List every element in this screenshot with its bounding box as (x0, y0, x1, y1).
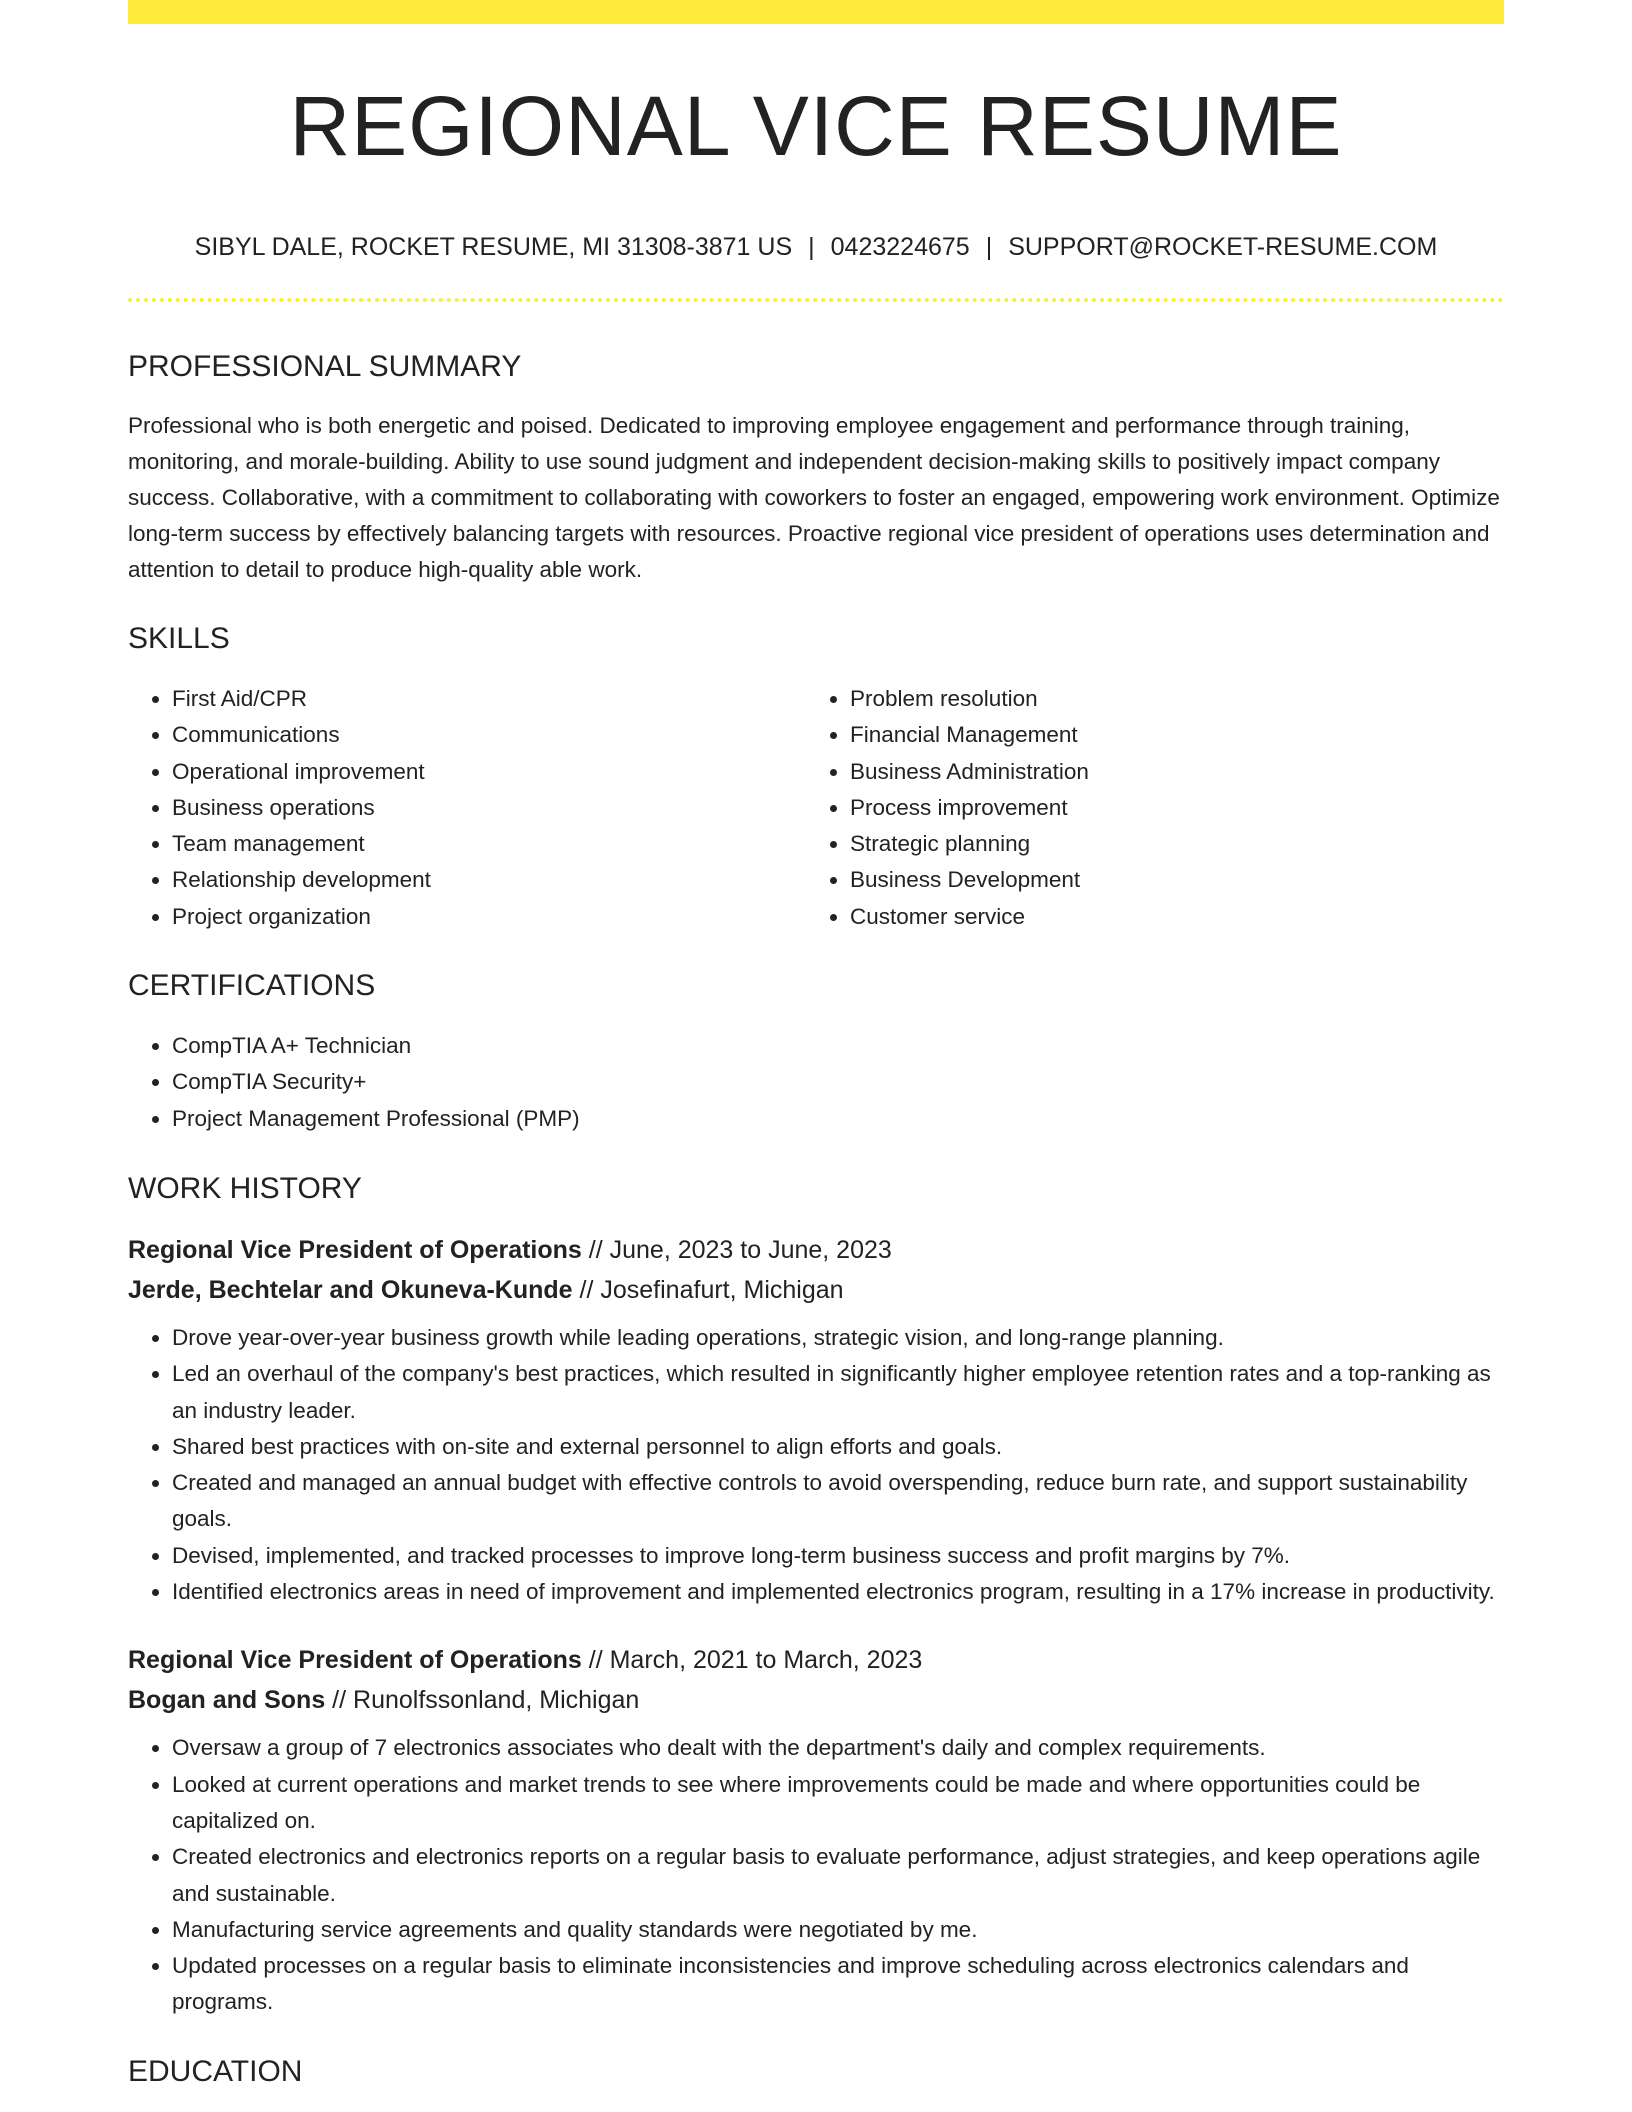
contact-separator: | (985, 233, 993, 261)
skills-heading: SKILLS (128, 622, 230, 655)
job-company: Bogan and Sons (128, 1686, 326, 1715)
top-accent-bar (128, 0, 1504, 24)
job-company-line (128, 1680, 1504, 1720)
job-title: Regional Vice President of Operations (128, 1646, 582, 1675)
skill-item: • Problem resolution (850, 681, 1484, 717)
job-location: // Josefinafurt, Michigan (572, 1275, 844, 1304)
contact-phone: 0423224675 (830, 233, 970, 261)
job-bullet: • Devised, implemented, and tracked processes to improve long-term business success and profit margins by 7%. (172, 1538, 1504, 1574)
resume-title: REGIONAL VICE RESUME (289, 79, 1343, 173)
certifications-list (128, 1028, 1504, 1137)
education-heading: EDUCATION (128, 2054, 303, 2088)
skill-item: • First Aid/CPR (172, 681, 806, 717)
certification-item: • Project Management Professional (PMP) (172, 1101, 1504, 1137)
skill-item: • Communications (172, 717, 806, 753)
job-dates: // June, 2023 to June, 2023 (581, 1235, 892, 1264)
job-company: Jerde, Bechtelar and Okuneva-Kunde (128, 1275, 573, 1304)
job-bullet: • Created electronics and electronics reports on a regular basis to evaluate performance, adjust strategies, and keep operations agile and sustainable. (172, 1839, 1504, 1912)
skill-item: • Financial Management (850, 717, 1484, 753)
job-bullet: • Looked at current operations and market trends to see where improvements could be made and where opportunities could be capitalized on. (172, 1767, 1504, 1840)
job-bullet: • Drove year-over-year business growth while leading operations, strategic vision, and long-range planning. (172, 1320, 1504, 1356)
certifications-heading: CERTIFICATIONS (128, 969, 376, 1003)
contact-email: SUPPORT@ROCKET-RESUME.COM (1008, 233, 1438, 261)
job-company-line (128, 1270, 1504, 1310)
job-entry (128, 1640, 1504, 2020)
skills-grid (128, 681, 1504, 935)
job-location: // Runolfssonland, Michigan (325, 1686, 640, 1715)
job-title-line (128, 1230, 1504, 1270)
job-bullet: • Manufacturing service agreements and quality standards were negotiated by me. (172, 1912, 1504, 1948)
skill-item: • Customer service (850, 899, 1484, 935)
skill-item: • Business Administration (850, 754, 1484, 790)
resume-page (128, 0, 1504, 2087)
summary-heading: PROFESSIONAL SUMMARY (128, 350, 522, 383)
job-title: Regional Vice President of Operations (128, 1235, 582, 1264)
header-divider (128, 298, 1504, 302)
job-title-line (128, 1640, 1504, 1680)
job-bullet: • Created and managed an annual budget with effective controls to avoid overspending, reduce burn rate, and support sustainability goals. (172, 1465, 1504, 1538)
job-bullets (128, 1320, 1504, 1610)
job-entry (128, 1230, 1504, 1610)
certification-item: • CompTIA A+ Technician (172, 1028, 1504, 1064)
skill-item: • Business Development (850, 862, 1484, 898)
summary-text: Professional who is both energetic and poised. Dedicated to improving employee engagement and performance through training, monitoring, and morale-building. Ability to use sound judgment and independent decision-making skills to positively impact company success. Collaborative, with a commitment to collaborating with coworkers to foster an engaged, empowering work environment. Optimize long-term success by effectively balancing targets with resources. Proactive regional vice president of operations uses determination and attention to detail to produce high-quality able work. (128, 413, 1500, 582)
skills-column-right (806, 681, 1484, 935)
skill-item: • Team management (172, 826, 806, 862)
skill-item: • Operational improvement (172, 754, 806, 790)
skill-item: • Project organization (172, 899, 806, 935)
certification-item: • CompTIA Security+ (172, 1064, 1504, 1100)
skill-item: • Process improvement (850, 790, 1484, 826)
job-bullet: • Led an overhaul of the company's best practices, which resulted in significantly higher employee retention rates and a top-ranking as an industry leader. (172, 1356, 1504, 1429)
job-bullet: • Updated processes on a regular basis to eliminate inconsistencies and improve scheduling across electronics calendars and programs. (172, 1948, 1504, 2021)
skills-column-left (128, 681, 806, 935)
work-history-heading: WORK HISTORY (128, 1171, 362, 1205)
job-bullets (128, 1730, 1504, 2020)
job-bullet: • Identified electronics areas in need of improvement and implemented electronics program, resulting in a 17% increase in productivity. (172, 1574, 1504, 1610)
job-bullet: • Oversaw a group of 7 electronics associates who dealt with the department's daily and complex requirements. (172, 1730, 1504, 1766)
contact-line (128, 235, 1504, 260)
skill-item: • Relationship development (172, 862, 806, 898)
job-bullet: • Shared best practices with on-site and external personnel to align efforts and goals. (172, 1429, 1504, 1465)
contact-address: SIBYL DALE, ROCKET RESUME, MI 31308-3871 US (194, 233, 793, 261)
job-dates: // March, 2021 to March, 2023 (581, 1646, 923, 1675)
skill-item: • Strategic planning (850, 826, 1484, 862)
skill-item: • Business operations (172, 790, 806, 826)
contact-separator: | (808, 233, 815, 261)
